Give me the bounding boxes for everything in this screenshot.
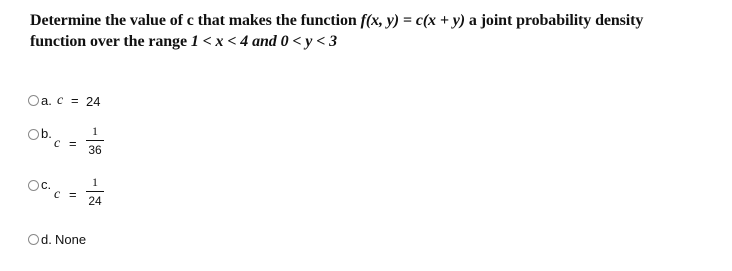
option-b-radio[interactable]: [28, 129, 39, 140]
option-b-variable: c: [54, 136, 61, 151]
option-a-letter: a.: [41, 93, 52, 108]
range-expression: 1 < x < 4 and 0 < y < 3: [190, 33, 338, 50]
option-d[interactable]: [28, 231, 148, 251]
option-a-equals: =: [71, 93, 79, 108]
option-c-radio[interactable]: [28, 180, 39, 191]
question-text: [30, 10, 720, 52]
question-line-1-suffix: a joint probability density: [465, 12, 644, 29]
option-b-denominator: 36: [88, 143, 102, 157]
option-c-fraction: [86, 176, 104, 208]
option-b-equals: =: [69, 136, 77, 151]
option-d-radio[interactable]: [28, 234, 39, 245]
option-b[interactable]: [28, 125, 148, 167]
option-b-fraction: [86, 125, 104, 157]
option-d-letter: d.: [41, 232, 52, 247]
option-a-variable: c: [57, 93, 64, 108]
function-expression: f(x, y) = c(x + y): [360, 12, 465, 29]
option-c-equals: =: [69, 187, 77, 202]
option-d-text: None: [55, 232, 87, 247]
option-c-fraction-bar: [86, 191, 104, 192]
option-b-fraction-bar: [86, 140, 104, 141]
question-line-2-text: function over the range: [30, 33, 191, 50]
option-b-letter: b.: [41, 126, 52, 141]
option-a[interactable]: [28, 92, 148, 112]
option-c-numerator: 1: [92, 175, 98, 189]
option-a-value: 24: [86, 94, 101, 109]
option-c-denominator: 24: [88, 194, 102, 208]
question-line-1-text: Determine the value of c that makes the function: [30, 12, 361, 29]
option-c[interactable]: [28, 176, 148, 218]
option-c-variable: c: [54, 187, 61, 202]
option-c-letter: c.: [41, 177, 52, 192]
option-a-radio[interactable]: [28, 95, 39, 106]
question-line-1: [30, 10, 720, 31]
option-b-numerator: 1: [92, 124, 98, 138]
question-line-2: [30, 31, 720, 52]
